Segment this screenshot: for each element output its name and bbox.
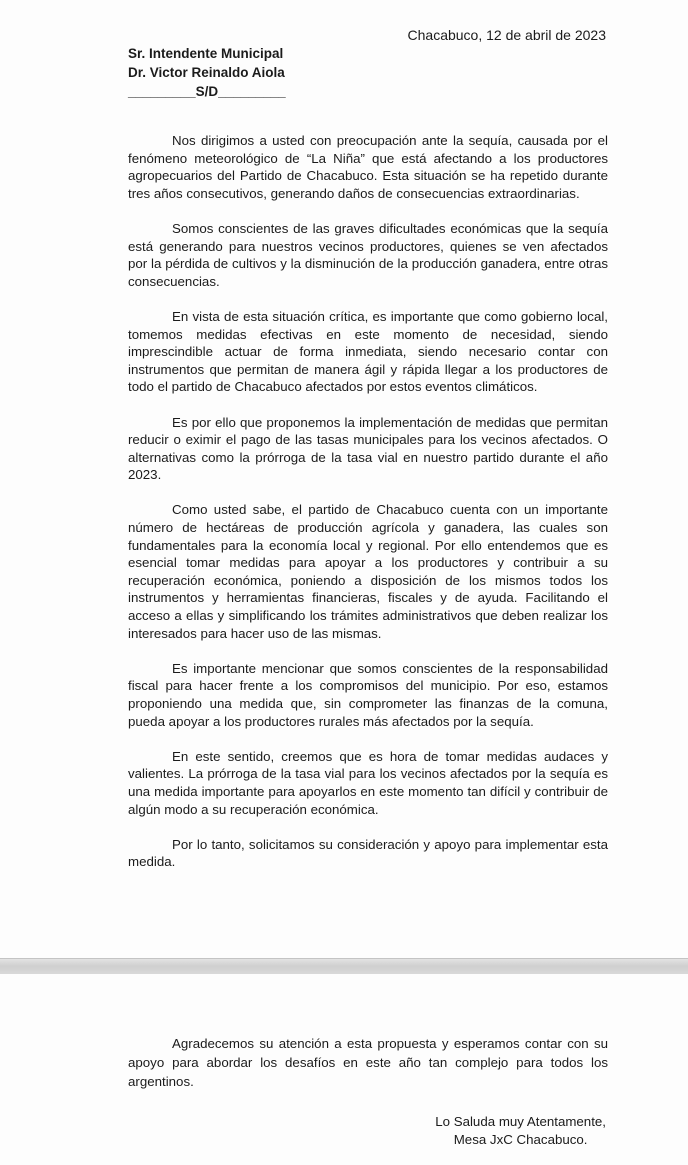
body-paragraph: En vista de esta situación crítica, es importante que como gobierno local, tomemos medidas efectivas en este momento de necesidad, siendo imprescindible actuar de forma inmediata, siendo necesario contar con instrumentos que permitan de manera ágil y rápida llegar a los productores de todo el partido de Chacabuco afectados por estos eventos climáticos.	[128, 308, 608, 395]
closing-block	[128, 1034, 608, 1091]
body-paragraph: Nos dirigimos a usted con preocupación ante la sequía, causada por el fenómeno meteorológico de “La Niña” que está afectando a los productores agropecuarios del Partido de Chacabuco. Esta situación se ha repetido durante tres años consecutivos, generando daños de consecuencias extraordinarias.	[128, 133, 608, 201]
closing-paragraph: Agradecemos su atención a esta propuesta y esperamos contar con su apoyo para abordar los desafíos en este año tan complejo para todos los argentinos.	[128, 1036, 608, 1089]
letter-date: Chacabuco, 12 de abril de 2023	[407, 27, 606, 43]
body-paragraph: Es importante mencionar que somos conscientes de la responsabilidad fiscal para hacer frente a los compromisos del municipio. Por eso, estamos proponiendo una medida que, sin comprometer las finanzas de la comuna, pueda apoyar a los productores rurales más afectados por la sequía.	[128, 660, 608, 729]
recipient-name: Dr. Victor Reinaldo Aiola	[128, 65, 285, 80]
recipient-block	[128, 44, 286, 101]
body-paragraph: Como usted sabe, el partido de Chacabuco cuenta con un importante número de hectáreas de producción agrícola y ganadera, las cuales son fundamentales para la economía local y regional. Por ello entendemos que es esencial tomar medidas para apoyar a los productores y contribuir a su recuperación económica, poniendo a disposición de los mismos todos los instrumentos y herramientas financieras, fiscales y de ayuda. Facilitando el acceso a ellas y simplificando los trámites administrativos que deben realizar los interesados para hacer uso de las mismas.	[128, 502, 608, 641]
document-page-2	[0, 974, 688, 1165]
signoff-block	[435, 1113, 606, 1149]
letter-body	[128, 132, 608, 889]
recipient-title: Sr. Intendente Municipal	[128, 46, 284, 61]
body-paragraph: En este sentido, creemos que es hora de tomar medidas audaces y valientes. La prórroga de la tasa vial para los vecinos afectados por la sequía es una medida importante para apoyarlos en este momento tan difícil y contribuir de algún modo a su recuperación económica.	[128, 748, 608, 817]
body-paragraph: Somos conscientes de las graves dificultades económicas que la sequía está generando para nuestros vecinos productores, quienes se ven afectados por la pérdida de cultivos y la disminución de la producción ganadera, entre otras consecuencias.	[128, 220, 608, 289]
body-paragraph: Es por ello que proponemos la implementación de medidas que permitan reducir o eximir el pago de las tasas municipales para los vecinos afectados. O alternativas como la prórroga de la tasa vial en nuestro partido durante el año 2023.	[128, 414, 608, 483]
signoff-salutation: Lo Saluda muy Atentamente,	[435, 1114, 606, 1129]
signoff-signature: Mesa JxC Chacabuco.	[453, 1132, 588, 1147]
body-paragraph: Por lo tanto, solicitamos su consideración y apoyo para implementar esta medida.	[128, 836, 608, 870]
recipient-sd-line: _________S/D_________	[128, 84, 286, 99]
